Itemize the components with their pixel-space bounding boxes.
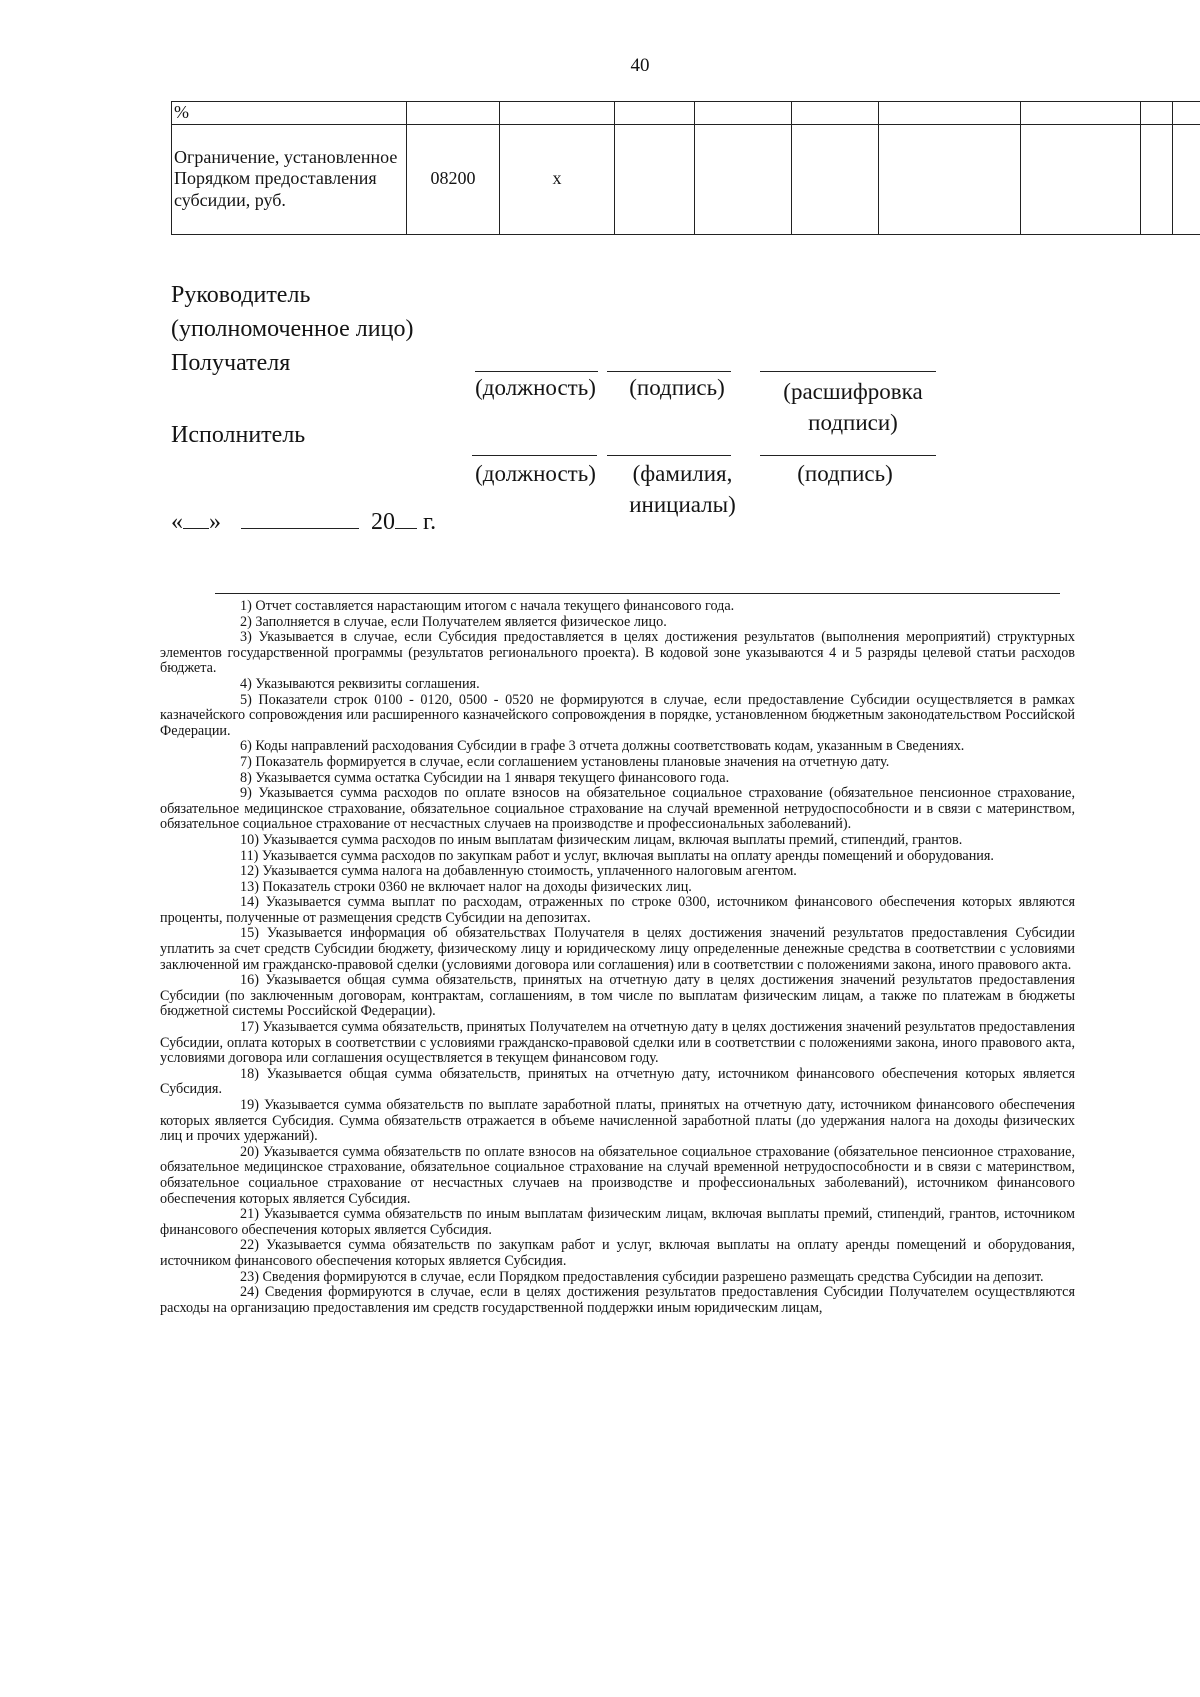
table-cell bbox=[1141, 124, 1173, 234]
footnote-item: 10) Указывается сумма расходов по иным выплатам физическим лицам, включая выплаты премий, стипендий, грантов. bbox=[240, 831, 963, 848]
date-quote-open: « bbox=[171, 509, 183, 535]
executor-name-line bbox=[607, 455, 731, 456]
footnote-item: 22) Указывается сумма обязательств по закупкам работ и услуг, включая выплаты на оплату аренды помещений и оборудования, источником финансового обеспечения которых является Субсидия. bbox=[160, 1237, 1075, 1269]
footnote-item: 20) Указывается сумма обязательств по оплате взносов на обязательное социальное страхование (обязательное пенсионное страхование, обязательное медицинское страхование, обязательное социальное страхование на случай временной нетрудоспособности и в связи с материнством, обязательное социальное страхование от несчастных случаев на производстве и профессиональных заболеваний), источником финансового обеспечения которых является Субсидия. bbox=[160, 1143, 1075, 1207]
footnote-item: 7) Показатель формируется в случае, если соглашением установлены плановые значения на отчетную дату. bbox=[240, 753, 890, 770]
footnote-item: 16) Указывается общая сумма обязательств, принятых на отчетную дату в целях достижения значений результатов предоставления Субсидии (по заключенным договорам, контрактам, соглашениям, в том числе по выплатам физическим лицам, а также по платежам в бюджеты бюджетной системы Российской Федерации). bbox=[160, 972, 1075, 1020]
footnote-item: 15) Указывается информация об обязательствах Получателя в целях достижения значений результатов предоставления Субсидии уплатить за счет средств Субсидии бюджету, физическому лицу и юридическому лицу определенные денежные средства в соответствии с условиями заключенной им гражданско-правовой сделки (условиями договора или соглашения) или в соответствии с положениями закона, иного правового акта. bbox=[160, 925, 1075, 973]
table-row-limit bbox=[172, 124, 1200, 234]
footnote-item: 9) Указывается сумма расходов по оплате взносов на обязательное социальное страхование (обязательное пенсионное страхование, обязательное медицинское страхование, обязательное социальное страхование на случай временной нетрудоспособности и в связи с материнством, обязательное социальное страхование от несчастных случаев на производстве и профессиональных заболеваний). bbox=[160, 785, 1075, 833]
footnote-item: 13) Показатель строки 0360 не включает налог на доходы физических лиц. bbox=[240, 878, 692, 895]
executor-title: Исполнитель bbox=[171, 422, 306, 448]
footnote-item: 4) Указываются реквизиты соглашения. bbox=[240, 675, 480, 692]
footnote-item: 23) Сведения формируются в случае, если Порядком предоставления субсидии разрешено размещать средства Субсидии на депозит. bbox=[240, 1268, 1044, 1285]
footnote-item: 19) Указывается сумма обязательств по выплате заработной платы, принятых на отчетную дату, источником финансового обеспечения которых является Субсидия. Сумма обязательств отражается в объеме начисленной заработной платы (до удержания налога на доходы физических лиц и прочих удержаний). bbox=[160, 1097, 1075, 1145]
footnote-item: 12) Указывается сумма налога на добавленную стоимость, уплаченного налоговым агентом. bbox=[240, 863, 797, 880]
table-cell bbox=[1021, 124, 1141, 234]
page-number: 40 bbox=[630, 55, 650, 76]
date-year-suffix: г. bbox=[423, 509, 437, 535]
table-cell bbox=[500, 102, 615, 125]
footnote-item: 21) Указывается сумма обязательств по иным выплатам физическим лицам, включая выплаты премий, стипендий, грантов, источником финансового обеспечения которых является Субсидия. bbox=[160, 1206, 1075, 1238]
footnote-separator bbox=[215, 593, 1060, 594]
table-cell bbox=[879, 102, 1021, 125]
date-year-prefix: 20 bbox=[371, 509, 395, 535]
footnote-item: 5) Показатели строк 0100 - 0120, 0500 - 0520 не формируются в случае, если предоставление Субсидии осуществляется в рамках казначейского сопровождения или расширенного казначейского сопровождения в порядке, установленном бюджетным законодательством Российской Федерации. bbox=[160, 691, 1075, 739]
date-day-blank bbox=[183, 508, 209, 529]
footnote-item: 11) Указывается сумма расходов по закупкам работ и услуг, включая выплаты на оплату аренды помещений и оборудования. bbox=[240, 847, 994, 864]
table-cell bbox=[1021, 102, 1141, 125]
footnote-item: 3) Указывается в случае, если Субсидия предоставляется в целях достижения результатов (выполнения мероприятий) структурных элементов государственной программы (результатов регионального проекта). В кодовой зоне указываются 4 и 5 разряды целевой статьи расходов бюджета. bbox=[160, 629, 1075, 677]
table-cell bbox=[1173, 102, 1200, 125]
executor-name-caption: (фамилия, инициалы) bbox=[629, 461, 736, 517]
executor-position-line bbox=[472, 455, 597, 456]
footnote-item: 1) Отчет составляется нарастающим итогом с начала текущего финансового года. bbox=[240, 598, 735, 614]
row-limit-label: Ограничение, установленное Порядком предоставления субсидии, руб. bbox=[172, 124, 407, 234]
date-line bbox=[171, 508, 436, 536]
date-year-blank bbox=[395, 508, 417, 529]
footnote-item: 24) Сведения формируются в случае, если в целях достижения результатов предоставления Субсидии Получателем осуществляются расходы на организацию предоставления им средств государственной поддержки иным юридическим лицам, bbox=[160, 1284, 1075, 1316]
table-row-percent bbox=[172, 102, 1200, 125]
head-position-caption: (должность) bbox=[475, 375, 596, 400]
row-limit-code: 08200 bbox=[407, 124, 500, 234]
head-title: Руководитель (уполномоченное лицо) Получателя bbox=[171, 282, 414, 376]
footnote-item: 6) Коды направлений расходования Субсидии в графе 3 отчета должны соответствовать кодам, указанным в Сведениях. bbox=[240, 738, 965, 755]
table-cell bbox=[615, 102, 695, 125]
footnote-item: 17) Указывается сумма обязательств, принятых Получателем на отчетную дату в целях достижения значений результатов предоставления Субсидии, оплата которых в соответствии с условиями гражданско-правовой сделки или в соответствии с положениями закона, иного правового акта, условиями договора или соглашения осуществляется в текущем финансовом году. bbox=[160, 1019, 1075, 1067]
table-cell bbox=[407, 102, 500, 125]
report-table bbox=[171, 101, 1200, 235]
table-cell bbox=[879, 124, 1021, 234]
footnote-item: 14) Указывается сумма выплат по расходам, отраженных по строке 0300, источником финансового обеспечения которых являются проценты, полученные от размещения средств Субсидии на депозитах. bbox=[160, 894, 1075, 926]
table-cell bbox=[615, 124, 695, 234]
head-signature-caption: (подпись) bbox=[629, 375, 725, 400]
table-cell bbox=[1141, 102, 1173, 125]
table-cell bbox=[695, 124, 792, 234]
executor-signature-line bbox=[760, 455, 936, 456]
table-cell bbox=[792, 124, 879, 234]
date-month-blank bbox=[241, 508, 359, 529]
executor-position-caption: (должность) bbox=[475, 461, 596, 486]
table-cell bbox=[1173, 124, 1200, 234]
date-quote-close: » bbox=[209, 509, 221, 535]
row-limit-mark: x bbox=[500, 124, 615, 234]
head-decoding-caption: (расшифровка подписи) bbox=[783, 379, 923, 435]
head-decoding-line bbox=[760, 371, 936, 372]
footnote-item: 2) Заполняется в случае, если Получателем является физическое лицо. bbox=[240, 613, 667, 630]
footnote-item: 8) Указывается сумма остатка Субсидии на 1 января текущего финансового года. bbox=[240, 769, 730, 786]
footnotes bbox=[160, 599, 1075, 1316]
table-cell bbox=[695, 102, 792, 125]
row-percent-label: % bbox=[172, 102, 407, 125]
footnote-item: 18) Указывается общая сумма обязательств, принятых на отчетную дату, источником финансового обеспечения которых является Субсидия. bbox=[160, 1065, 1075, 1098]
table-cell bbox=[792, 102, 879, 125]
executor-signature-caption: (подпись) bbox=[797, 461, 893, 486]
